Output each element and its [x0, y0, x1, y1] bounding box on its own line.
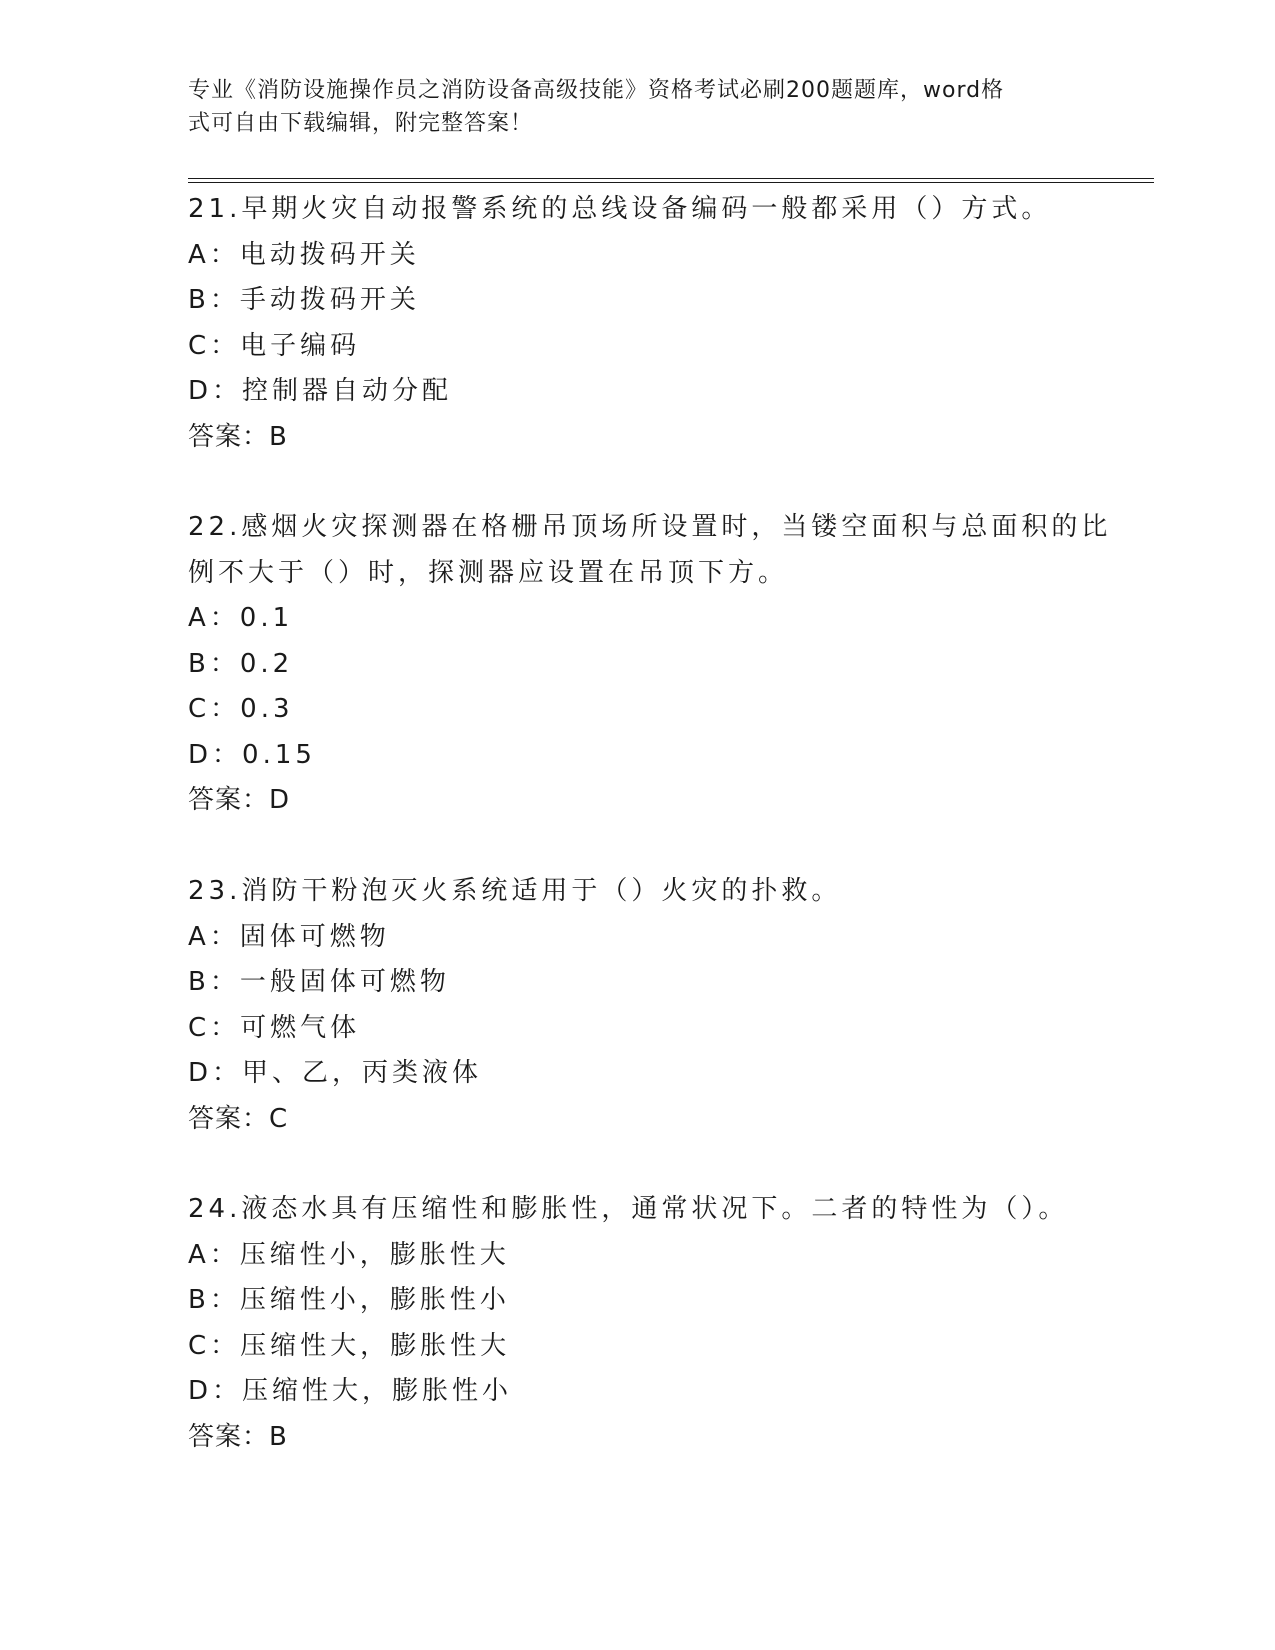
option-a: A：压缩性小，膨胀性大: [188, 1239, 510, 1270]
option-a: A：固体可燃物: [188, 921, 390, 952]
question-stem: 22.感烟火灾探测器在格栅吊顶场所设置时，当镂空面积与总面积的比: [188, 512, 1112, 542]
header-line-2: 式可自由下载编辑，附完整答案！: [188, 111, 534, 136]
question-stem: 23.消防干粉泡灭火系统适用于（）火灾的扑救。: [188, 876, 842, 906]
document-header: [188, 74, 1088, 140]
option-c: C：电子编码: [188, 330, 361, 361]
answer: 答案：B: [188, 421, 288, 452]
question-24: [188, 1187, 1088, 1460]
header-divider: [188, 178, 1154, 183]
option-d: D：甲、乙，丙类液体: [188, 1058, 483, 1088]
question-22: [188, 505, 1112, 824]
question-23: [188, 869, 1088, 1142]
answer: 答案：C: [188, 1103, 289, 1134]
answer: 答案：B: [188, 1421, 288, 1452]
question-stem: 21.早期火灾自动报警系统的总线设备编码一般都采用（）方式。: [188, 194, 1052, 224]
question-stem-continued: 例不大于（）时，探测器应设置在吊顶下方。: [188, 557, 789, 588]
option-a: A：电动拨码开关: [188, 239, 420, 270]
option-c: C：压缩性大，膨胀性大: [188, 1330, 511, 1361]
option-a: A：0.1: [188, 603, 294, 633]
option-d: D：控制器自动分配: [188, 376, 453, 406]
option-b: B：压缩性小，膨胀性小: [188, 1285, 510, 1315]
option-b: B：手动拨码开关: [188, 285, 420, 315]
option-d: D：压缩性大，膨胀性小: [188, 1376, 513, 1406]
option-d: D：0.15: [188, 739, 316, 770]
question-21: [188, 187, 1088, 460]
option-b: B：0.2: [188, 648, 294, 679]
answer: 答案：D: [188, 785, 291, 815]
option-b: B：一般固体可燃物: [188, 967, 450, 997]
option-c: C：0.3: [188, 694, 294, 724]
option-c: C：可燃气体: [188, 1012, 361, 1043]
question-stem: 24.液态水具有压缩性和膨胀性，通常状况下。二者的特性为（）。: [188, 1194, 1069, 1224]
header-line-1: 专业《消防设施操作员之消防设备高级技能》资格考试必刷200题题库，word格: [188, 78, 1005, 103]
